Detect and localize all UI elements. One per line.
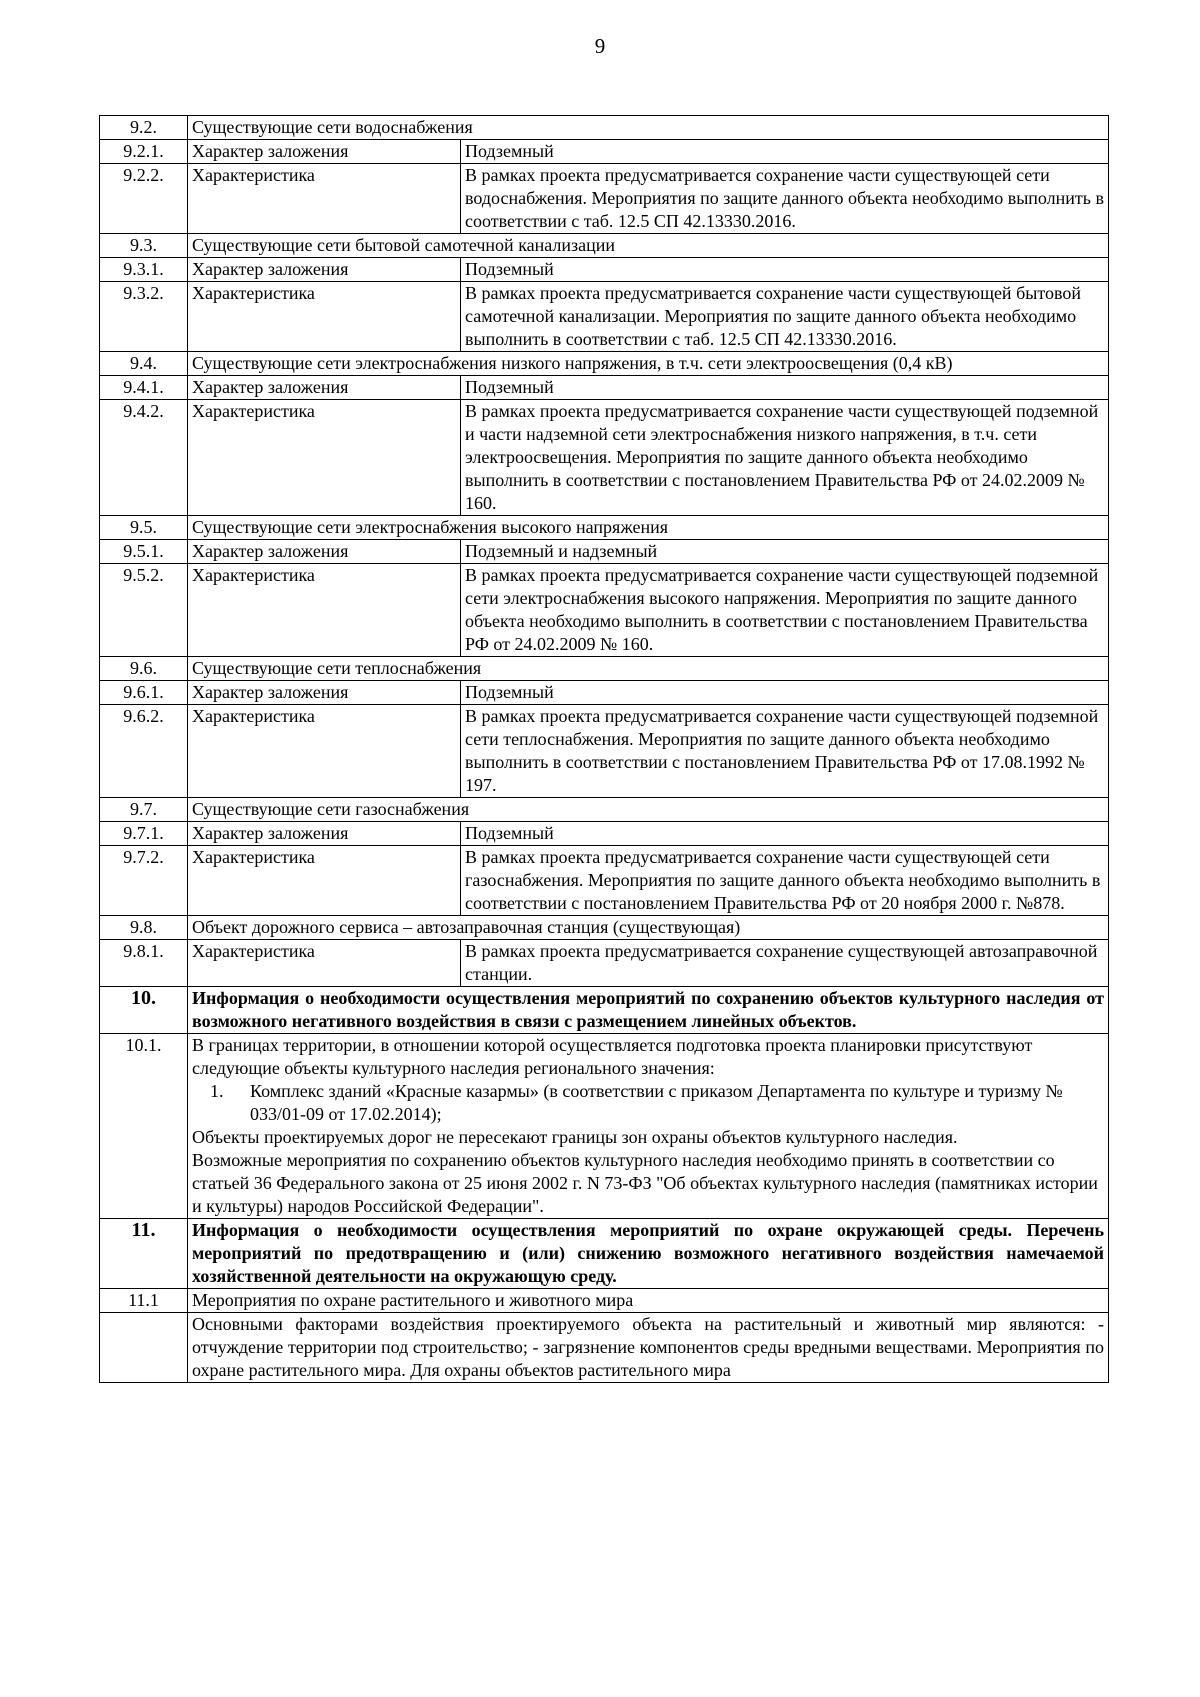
row-number: 10. xyxy=(100,987,188,1034)
section-row-10 xyxy=(100,987,1109,1034)
paragraph: Возможные мероприятия по сохранению объектов культурного наследия необходимо принять в соответствии со статьей 36 Федерального закона от 25 июня 2002 г. N 73-ФЗ "Об объектах культурного наследия (памятниках истории и культуры) народов Российской Федерации". xyxy=(192,1150,1098,1216)
section-row-9-7 xyxy=(100,798,1109,822)
row-value: Подземный xyxy=(461,681,1109,705)
table-row xyxy=(100,705,1109,798)
section-row-9-4 xyxy=(100,352,1109,376)
row-number: 9.7.2. xyxy=(100,846,188,916)
row-value: В рамках проекта предусматривается сохранение части существующей сети водоснабжения. Мероприятия по защите данного объекта необходимо выполнить в соответствии с таб. 12.5 СП 42.13330.2016. xyxy=(461,164,1109,234)
row-key: Характер заложения xyxy=(188,681,461,705)
section-row-9-3 xyxy=(100,234,1109,258)
table-row xyxy=(100,1313,1109,1383)
table-row xyxy=(100,140,1109,164)
row-number: 9.2.2. xyxy=(100,164,188,234)
row-value: В рамках проекта предусматривается сохранение части существующей сети газоснабжения. Мероприятия по защите данного объекта необходимо выполнить в соответствии с постановлением Правительства РФ от 20 ноября 2000 г. №878. xyxy=(461,846,1109,916)
row-value: В рамках проекта предусматривается сохранение части существующей подземной и части надземной сети электроснабжения низкого напряжения, в т.ч. сети электроосвещения. Мероприятия по защите данного объекта необходимо выполнить в соответствии с постановлением Правительства РФ от 24.02.2009 № 160. xyxy=(461,400,1109,516)
row-key: Характеристика xyxy=(188,846,461,916)
section-title: Существующие сети теплоснабжения xyxy=(188,657,1109,681)
table-row xyxy=(100,282,1109,352)
list-item xyxy=(192,1080,1104,1126)
row-number: 9.5.2. xyxy=(100,564,188,657)
row-key: Характер заложения xyxy=(188,140,461,164)
row-number: 9.8.1. xyxy=(100,940,188,987)
row-value: Подземный и надземный xyxy=(461,540,1109,564)
row-value: В рамках проекта предусматривается сохранение части существующей подземной сети электроснабжения высокого напряжения. Мероприятия по защите данного объекта необходимо выполнить в соответствии с постановлением Правительства РФ от 24.02.2009 № 160. xyxy=(461,564,1109,657)
table-row xyxy=(100,540,1109,564)
table-row xyxy=(100,376,1109,400)
row-key: Характер заложения xyxy=(188,376,461,400)
row-number: 9.5. xyxy=(100,516,188,540)
row-number: 10.1. xyxy=(100,1034,188,1219)
row-key: Характер заложения xyxy=(188,540,461,564)
row-number: 9.3.2. xyxy=(100,282,188,352)
paragraph: В границах территории, в отношении которой осуществляется подготовка проекта планировки присутствуют следующие объекты культурного наследия регионального значения: xyxy=(192,1035,1033,1078)
row-number: 9.7.1. xyxy=(100,822,188,846)
section-row-9-2 xyxy=(100,116,1109,140)
section-row-9-5 xyxy=(100,516,1109,540)
row-number: 9.2.1. xyxy=(100,140,188,164)
row-number: 11. xyxy=(100,1219,188,1289)
document-table xyxy=(99,115,1109,1383)
row-number: 9.2. xyxy=(100,116,188,140)
section-title: Мероприятия по охране растительного и животного мира xyxy=(188,1289,1109,1313)
row-value: В рамках проекта предусматривается сохранение части существующей бытовой самотечной канализации. Мероприятия по защите данного объекта необходимо выполнить в соответствии с таб. 12.5 СП 42.13330.2016. xyxy=(461,282,1109,352)
row-number: 9.6.1. xyxy=(100,681,188,705)
row-value: Подземный xyxy=(461,822,1109,846)
row-key: Характер заложения xyxy=(188,258,461,282)
section-row-11-1 xyxy=(100,1289,1109,1313)
row-key: Характер заложения xyxy=(188,822,461,846)
section-title: Существующие сети электроснабжения высокого напряжения xyxy=(188,516,1109,540)
paragraph: Объекты проектируемых дорог не пересекают границы зон охраны объектов культурного наследия. xyxy=(192,1127,958,1147)
table-row xyxy=(100,1034,1109,1219)
list-item-text: Комплекс зданий «Красные казармы» (в соответствии с приказом Департамента по культуре и туризму № 033/01-09 от 17.02.2014); xyxy=(250,1081,1063,1124)
list-marker: 1. xyxy=(210,1081,224,1101)
section-row-9-6 xyxy=(100,657,1109,681)
row-number: 9.3. xyxy=(100,234,188,258)
row-number: 9.6. xyxy=(100,657,188,681)
row-number: 9.3.1. xyxy=(100,258,188,282)
table-row xyxy=(100,164,1109,234)
section-title: Существующие сети газоснабжения xyxy=(188,798,1109,822)
row-text: Основными факторами воздействия проектируемого объекта на растительный и животный мир являются: - отчуждение территории под строительство; - загрязнение компонентов среды вредными веществами. Мероприятия по охране растительного мира. Для охраны объектов растительного мира xyxy=(188,1313,1109,1383)
row-value: В рамках проекта предусматривается сохранение части существующей подземной сети теплоснабжения. Мероприятия по защите данного объекта необходимо выполнить в соответствии с постановлением Правительства РФ от 17.08.1992 № 197. xyxy=(461,705,1109,798)
row-key: Характеристика xyxy=(188,705,461,798)
table-row xyxy=(100,681,1109,705)
row-number: 11.1 xyxy=(100,1289,188,1313)
page-number: 9 xyxy=(594,34,606,58)
section-title: Существующие сети электроснабжения низкого напряжения, в т.ч. сети электроосвещения (0,4 кВ) xyxy=(188,352,1109,376)
section-title: Объект дорожного сервиса – автозаправочная станция (существующая) xyxy=(188,916,1109,940)
row-number: 9.4. xyxy=(100,352,188,376)
section-title: Существующие сети бытовой самотечной канализации xyxy=(188,234,1109,258)
section-row-11 xyxy=(100,1219,1109,1289)
row-number xyxy=(100,1313,188,1383)
section-title: Информация о необходимости осуществления мероприятий по охране окружающей среды. Перечень мероприятий по предотвращению и (или) снижению возможного негативного воздействия намечаемой хозяйственной деятельности на окружающую среду. xyxy=(188,1219,1109,1289)
section-title: Существующие сети водоснабжения xyxy=(188,116,1109,140)
row-value: Подземный xyxy=(461,140,1109,164)
row-number: 9.5.1. xyxy=(100,540,188,564)
section-title: Информация о необходимости осуществления мероприятий по сохранению объектов культурного наследия от возможного негативного воздействия в связи с размещением линейных объектов. xyxy=(188,987,1109,1034)
row-value: Подземный xyxy=(461,376,1109,400)
table-row xyxy=(100,258,1109,282)
row-value: В рамках проекта предусматривается сохранение существующей автозаправочной станции. xyxy=(461,940,1109,987)
row-key: Характеристика xyxy=(188,940,461,987)
table-row xyxy=(100,400,1109,516)
row-number: 9.4.2. xyxy=(100,400,188,516)
row-number: 9.4.1. xyxy=(100,376,188,400)
row-key: Характеристика xyxy=(188,164,461,234)
table-row xyxy=(100,940,1109,987)
row-number: 9.7. xyxy=(100,798,188,822)
row-key: Характеристика xyxy=(188,282,461,352)
table-row xyxy=(100,564,1109,657)
row-key: Характеристика xyxy=(188,564,461,657)
row-key: Характеристика xyxy=(188,400,461,516)
row-number: 9.6.2. xyxy=(100,705,188,798)
row-text xyxy=(188,1034,1109,1219)
section-row-9-8 xyxy=(100,916,1109,940)
row-value: Подземный xyxy=(461,258,1109,282)
row-number: 9.8. xyxy=(100,916,188,940)
table-row xyxy=(100,846,1109,916)
table-row xyxy=(100,822,1109,846)
